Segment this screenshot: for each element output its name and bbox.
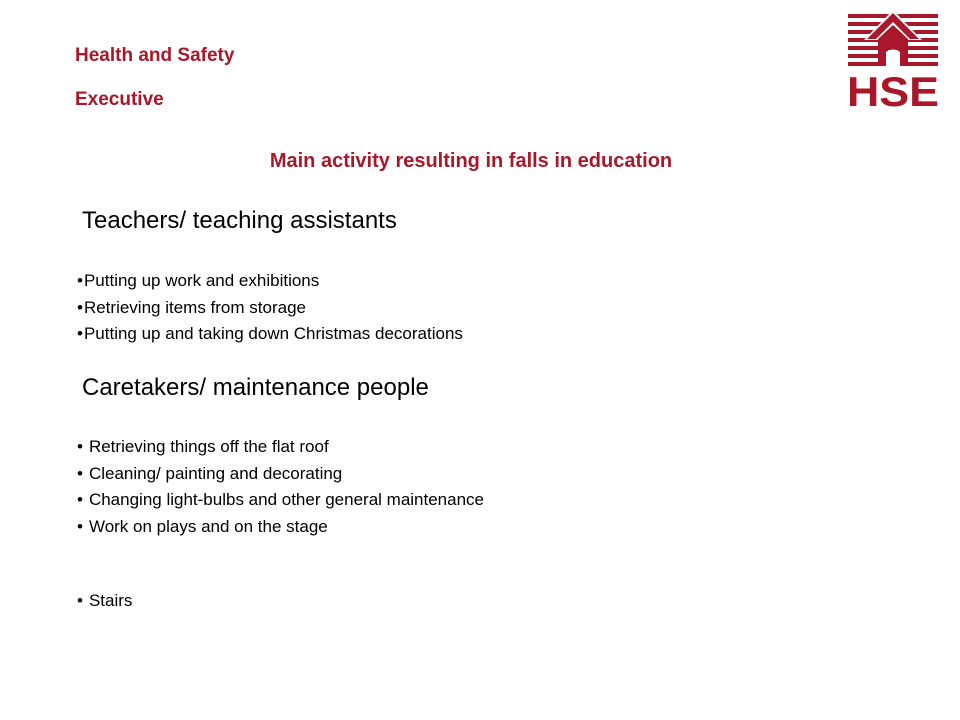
- list-item: [77, 461, 484, 488]
- slide-title: Main activity resulting in falls in education: [269, 150, 673, 172]
- list-item: [77, 588, 132, 615]
- bullet-icon: •: [77, 297, 83, 317]
- list-item: [77, 434, 484, 461]
- list-item-text: Putting up and taking down Christmas decorations: [83, 324, 463, 343]
- list-item-text: Work on plays and on the stage: [88, 516, 328, 536]
- list-item: [77, 514, 484, 541]
- list-item-text: Stairs: [88, 591, 133, 610]
- bullet-icon: •: [77, 516, 83, 536]
- org-name-line2: Executive: [75, 89, 164, 110]
- bullet-icon: •: [77, 437, 83, 456]
- bullet-icon: •: [77, 271, 83, 290]
- list-item-text: Retrieving things off the flat roof: [88, 437, 329, 456]
- bullet-icon: •: [77, 324, 83, 343]
- list-item: [77, 487, 484, 514]
- org-name-line1: Health and Safety: [75, 45, 235, 66]
- list-item: [77, 295, 463, 322]
- section-heading-caretakers: Caretakers/ maintenance people: [82, 374, 429, 401]
- teachers-activity-list: [77, 268, 463, 348]
- list-item-text: Retrieving items from storage: [83, 297, 306, 317]
- list-item-text: Putting up work and exhibitions: [83, 271, 320, 290]
- bullet-icon: •: [77, 463, 83, 483]
- bullet-icon: •: [77, 591, 83, 610]
- list-item-text: Cleaning/ painting and decorating: [88, 463, 343, 483]
- bullet-icon: •: [77, 490, 83, 509]
- caretakers-activity-list: [77, 434, 484, 540]
- logo-text: HSE: [847, 68, 939, 110]
- extra-activity-list: [77, 588, 132, 615]
- list-item-text: Changing light-bulbs and other general maintenance: [88, 490, 485, 509]
- hse-logo: [842, 10, 942, 110]
- section-heading-teachers: Teachers/ teaching assistants: [82, 207, 397, 234]
- list-item: [77, 268, 463, 295]
- list-item: [77, 321, 463, 348]
